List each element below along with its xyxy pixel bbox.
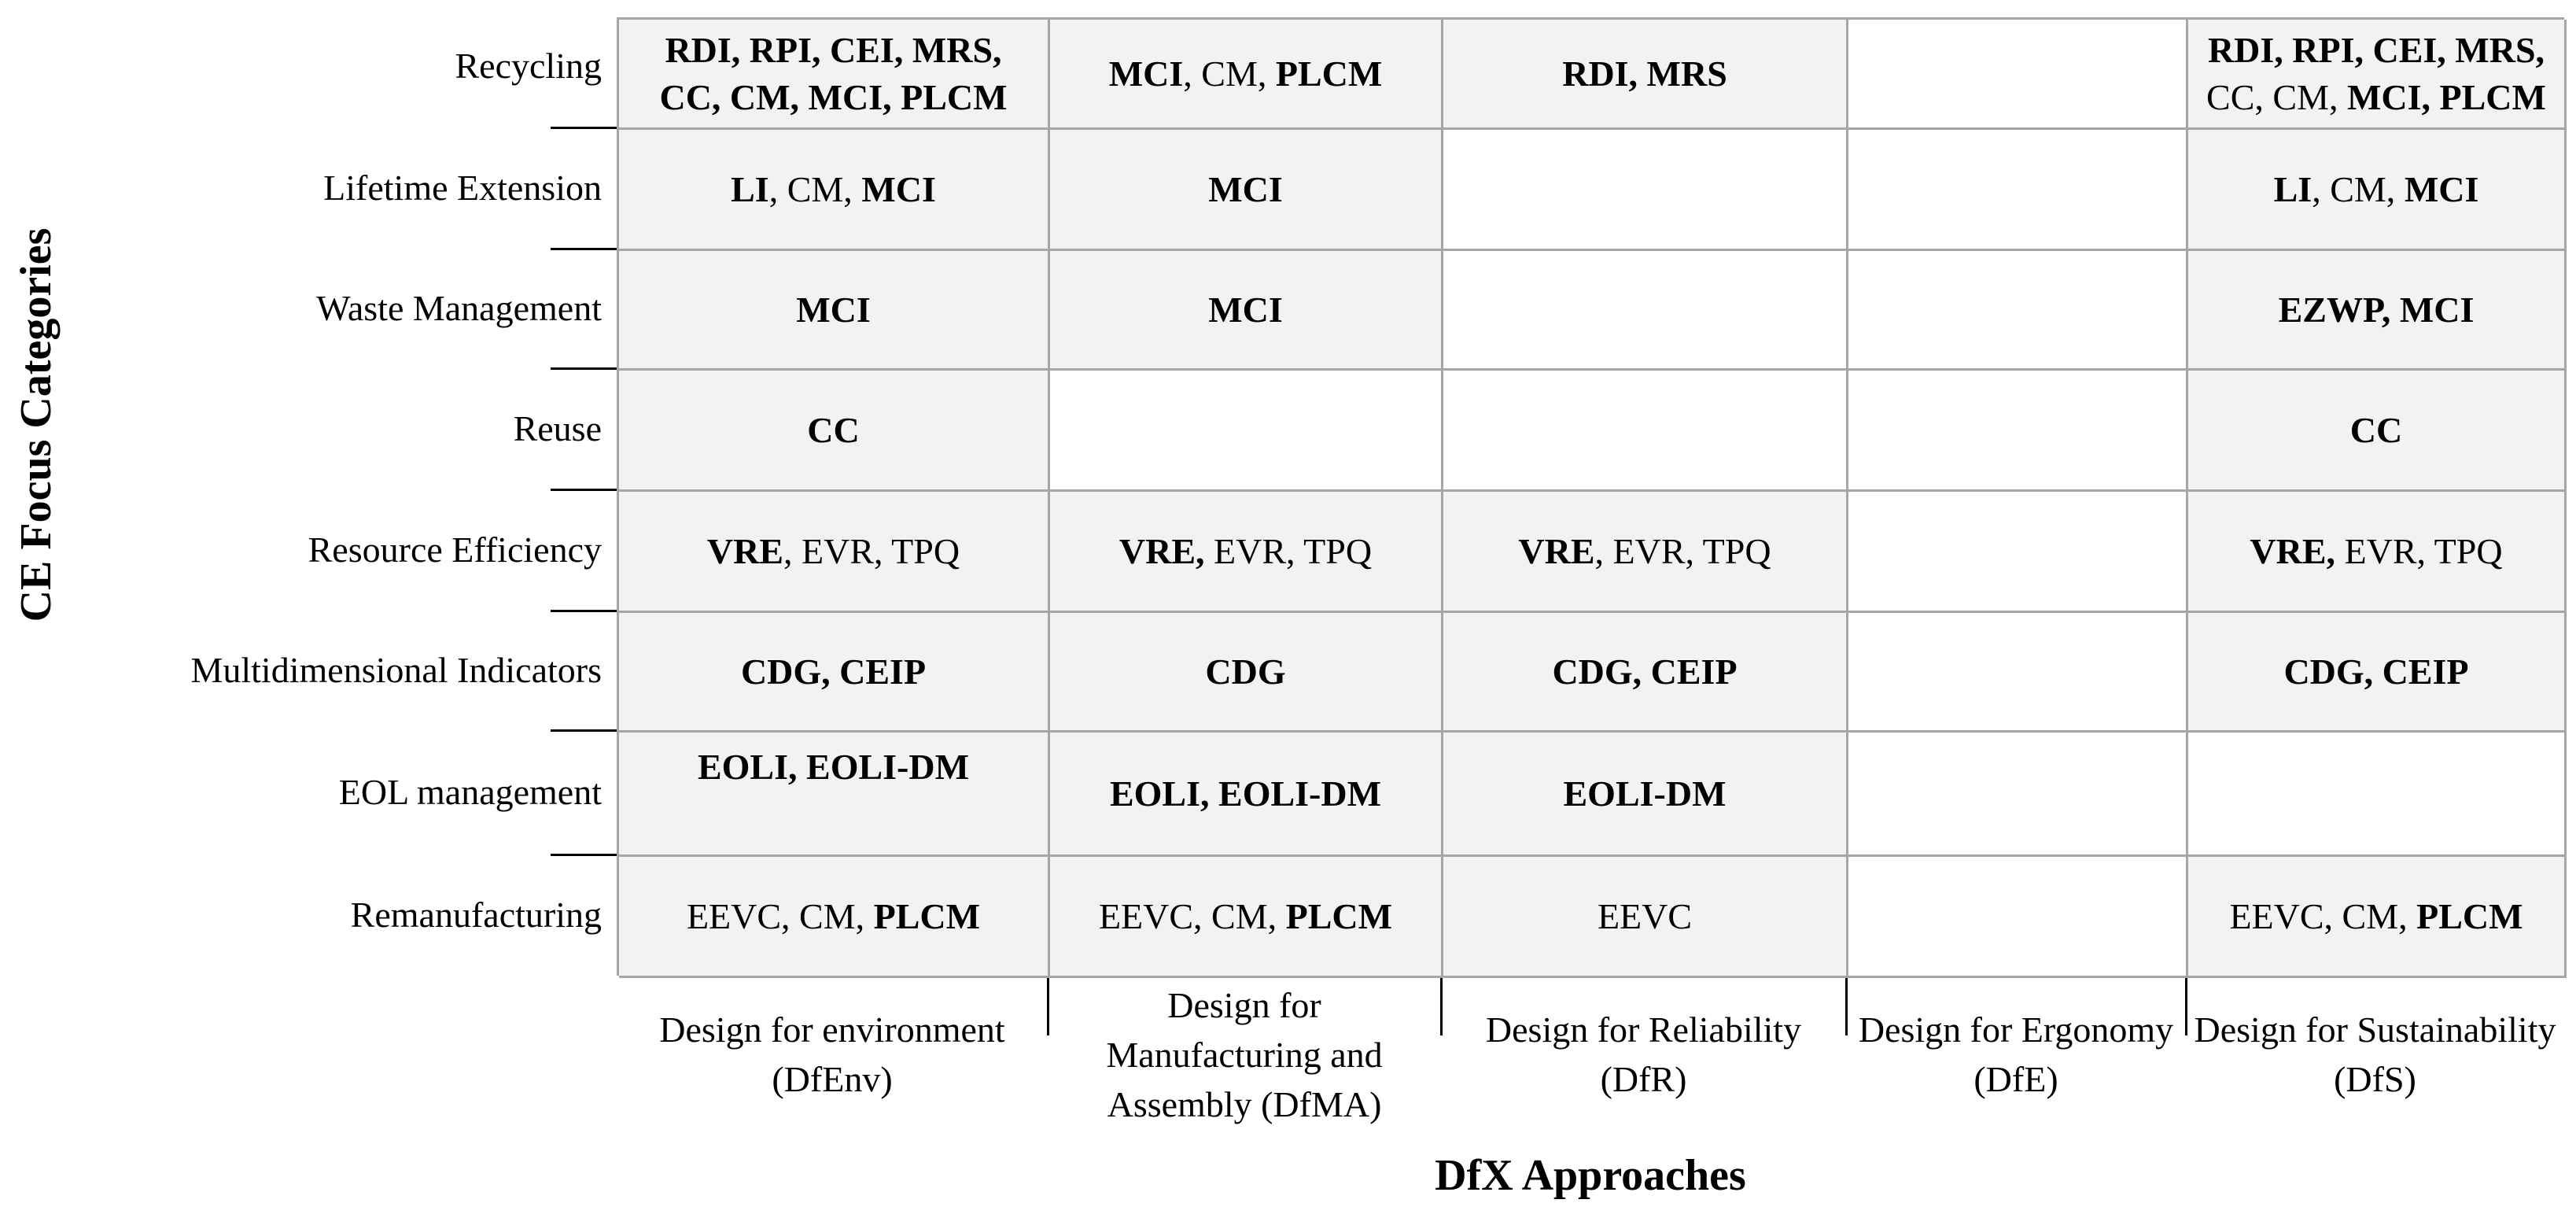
cell-text <box>1119 528 1372 575</box>
cell-text-bold: EOLI-DM <box>1563 773 1727 814</box>
cell-multidimensional-indicators-col-2 <box>1050 613 1443 733</box>
cell-text-bold: PLCM <box>873 895 981 936</box>
row-tick <box>551 854 617 856</box>
cell-text-bold: LI <box>731 168 769 209</box>
cell-text <box>731 166 936 213</box>
cell-text-regular: CC, CM, <box>2206 76 2347 117</box>
cell-text <box>1518 528 1771 575</box>
cell-remanufacturing-col-5 <box>2188 857 2567 978</box>
row-tick <box>551 127 617 129</box>
cell-text <box>1598 893 1692 940</box>
cell-multidimensional-indicators-col-4 <box>1848 613 2188 733</box>
cell-reuse-col-2 <box>1050 371 1443 492</box>
cell-text-bold: MCI <box>1208 289 1283 330</box>
cell-text <box>1208 166 1283 213</box>
cell-lifetime-extension-col-1 <box>619 130 1050 251</box>
cell-text-regular: , CM, <box>1183 53 1276 94</box>
cell-lifetime-extension-col-5 <box>2188 130 2567 251</box>
column-label-text: Design for Sustainability (DfS) <box>2194 1009 2556 1099</box>
cell-text-bold: RDI, RPI, CEI, MRS, <box>2207 29 2545 70</box>
cell-text <box>741 648 926 696</box>
cell-text-bold: CC <box>807 409 860 450</box>
cell-text-bold: MCI <box>1108 53 1184 94</box>
cell-eol-management-col-2 <box>1050 733 1443 857</box>
cell-multidimensional-indicators-col-5 <box>2188 613 2567 733</box>
cell-text-regular: , EVR, TPQ <box>1594 530 1771 571</box>
cell-recycling-col-5 <box>2188 20 2567 130</box>
cell-text <box>1564 770 1727 818</box>
cell-text <box>707 528 960 575</box>
cell-text-bold: LI <box>2273 168 2313 209</box>
cell-text-regular: EEVC, CM, <box>2229 895 2417 936</box>
row-label-remanufacturing: Remanufacturing <box>350 895 602 935</box>
column-label-3 <box>1449 976 1838 1133</box>
row-label-resource-efficiency: Resource Efficiency <box>308 530 602 570</box>
cell-reuse-col-5 <box>2188 371 2567 492</box>
cell-text <box>796 286 871 334</box>
row-label-lifetime-extension: Lifetime Extension <box>323 168 602 208</box>
cell-text <box>2274 166 2479 213</box>
cell-text-bold: CC, CM, MCI, PLCM <box>659 76 1008 117</box>
cell-text <box>1562 50 1727 98</box>
cell-text <box>1110 770 1381 818</box>
column-label-1 <box>625 976 1040 1133</box>
cell-text-regular: , CM, <box>2312 168 2405 209</box>
cell-text <box>2206 27 2546 121</box>
cell-text-bold: CDG, CEIP <box>1552 651 1738 692</box>
cell-text-bold: VRE, <box>1118 530 1205 571</box>
cell-remanufacturing-col-3 <box>1443 857 1848 978</box>
cell-text-regular: EVR, TPQ <box>1204 530 1373 571</box>
cell-text-regular: , EVR, TPQ <box>783 530 960 571</box>
cell-text-bold: CDG, CEIP <box>740 651 927 692</box>
cell-text-bold: CDG, CEIP <box>2283 651 2469 692</box>
cell-recycling-col-3 <box>1443 20 1848 130</box>
cell-text <box>2283 648 2468 696</box>
cell-resource-efficiency-col-1 <box>619 492 1050 613</box>
cell-resource-efficiency-col-3 <box>1443 492 1848 613</box>
cell-text-bold: RDI, RPI, CEI, MRS, <box>665 29 1002 70</box>
column-label-text: Design for Reliability (DfR) <box>1485 1009 1802 1099</box>
cell-text <box>1208 286 1283 334</box>
cell-reuse-col-1 <box>619 371 1050 492</box>
row-label-recycling: Recycling <box>455 46 602 86</box>
cell-text <box>2350 407 2402 454</box>
cell-eol-management-col-5 <box>2188 733 2567 857</box>
cell-eol-management-col-3 <box>1443 733 1848 857</box>
cell-text <box>2250 528 2502 575</box>
cell-text <box>1109 50 1383 98</box>
cell-text <box>1205 648 1285 696</box>
cell-text-bold: EOLI, EOLI-DM <box>1109 773 1382 814</box>
cell-text-bold: MCI <box>2404 168 2479 209</box>
column-label-4 <box>1854 976 2178 1133</box>
cell-reuse-col-3 <box>1443 371 1848 492</box>
cell-waste-management-col-3 <box>1443 251 1848 371</box>
cell-text-bold: VRE <box>1518 530 1595 571</box>
row-label-multidimensional-indicators: Multidimensional Indicators <box>190 650 602 690</box>
column-label-text: Design for environment (DfEnv) <box>659 1009 1005 1099</box>
cell-text <box>807 407 859 454</box>
cell-text-bold: RDI, MRS <box>1562 53 1727 94</box>
row-label-eol-management: EOL management <box>338 772 602 812</box>
cell-text-bold: VRE <box>706 530 784 571</box>
cell-text <box>698 744 969 791</box>
cell-text-bold: MCI <box>1208 168 1283 209</box>
cell-lifetime-extension-col-3 <box>1443 130 1848 251</box>
cell-text <box>1099 893 1392 940</box>
cell-text <box>1552 648 1737 696</box>
cell-waste-management-col-2 <box>1050 251 1443 371</box>
cell-text <box>659 27 1007 121</box>
cell-waste-management-col-1 <box>619 251 1050 371</box>
column-label-text: Design for Manufacturing and Assembly (DfMA) <box>1106 984 1383 1124</box>
x-axis-title: DfX Approaches <box>1435 1151 1746 1200</box>
cell-multidimensional-indicators-col-1 <box>619 613 1050 733</box>
cell-text-bold: PLCM <box>1275 53 1383 94</box>
cell-remanufacturing-col-2 <box>1050 857 1443 978</box>
y-axis-title-text: CE Focus Categories <box>12 227 61 622</box>
row-tick <box>551 610 617 612</box>
cell-text-bold: CDG <box>1205 651 1286 692</box>
cell-text-bold: MCI <box>796 289 871 330</box>
cell-lifetime-extension-col-2 <box>1050 130 1443 251</box>
cell-text-regular: EEVC, CM, <box>686 895 874 936</box>
cell-resource-efficiency-col-5 <box>2188 492 2567 613</box>
cell-text-bold: MCI, PLCM <box>2346 76 2546 117</box>
cell-text <box>687 893 980 940</box>
cell-remanufacturing-col-1 <box>619 857 1050 978</box>
column-label-2 <box>1056 976 1433 1133</box>
cell-text-bold: CC <box>2349 409 2403 450</box>
cell-text <box>2279 286 2475 334</box>
cell-recycling-col-2 <box>1050 20 1443 130</box>
cell-text-regular: , CM, <box>768 168 862 209</box>
cell-resource-efficiency-col-2 <box>1050 492 1443 613</box>
row-tick <box>551 248 617 250</box>
cell-text-bold: VRE, <box>2250 530 2336 571</box>
cell-text <box>2229 893 2523 940</box>
cell-text-bold: EOLI, EOLI-DM <box>697 747 970 787</box>
cell-waste-management-col-4 <box>1848 251 2188 371</box>
dfx-ce-matrix <box>617 17 2564 976</box>
row-tick <box>551 729 617 732</box>
cell-text-bold: EZWP, MCI <box>2278 289 2475 330</box>
cell-eol-management-col-1 <box>619 733 1050 857</box>
cell-multidimensional-indicators-col-3 <box>1443 613 1848 733</box>
cell-lifetime-extension-col-4 <box>1848 130 2188 251</box>
cell-waste-management-col-5 <box>2188 251 2567 371</box>
row-label-reuse: Reuse <box>513 408 602 448</box>
cell-reuse-col-4 <box>1848 371 2188 492</box>
cell-remanufacturing-col-4 <box>1848 857 2188 978</box>
cell-text-bold: MCI <box>861 168 936 209</box>
row-tick <box>551 489 617 491</box>
cell-eol-management-col-4 <box>1848 733 2188 857</box>
cell-text-bold: PLCM <box>1285 895 1393 936</box>
row-label-waste-management: Waste Management <box>316 288 602 328</box>
cell-text-regular: EEVC, CM, <box>1098 895 1286 936</box>
cell-text-bold: PLCM <box>2416 895 2523 936</box>
cell-text-regular: EVR, TPQ <box>2335 530 2503 571</box>
cell-recycling-col-4 <box>1848 20 2188 130</box>
cell-text-regular: EEVC <box>1597 895 1693 936</box>
row-tick <box>551 367 617 370</box>
column-label-5 <box>2194 976 2556 1133</box>
column-label-text: Design for Ergonomy (DfE) <box>1858 1009 2174 1099</box>
cell-recycling-col-1 <box>619 20 1050 130</box>
cell-resource-efficiency-col-4 <box>1848 492 2188 613</box>
